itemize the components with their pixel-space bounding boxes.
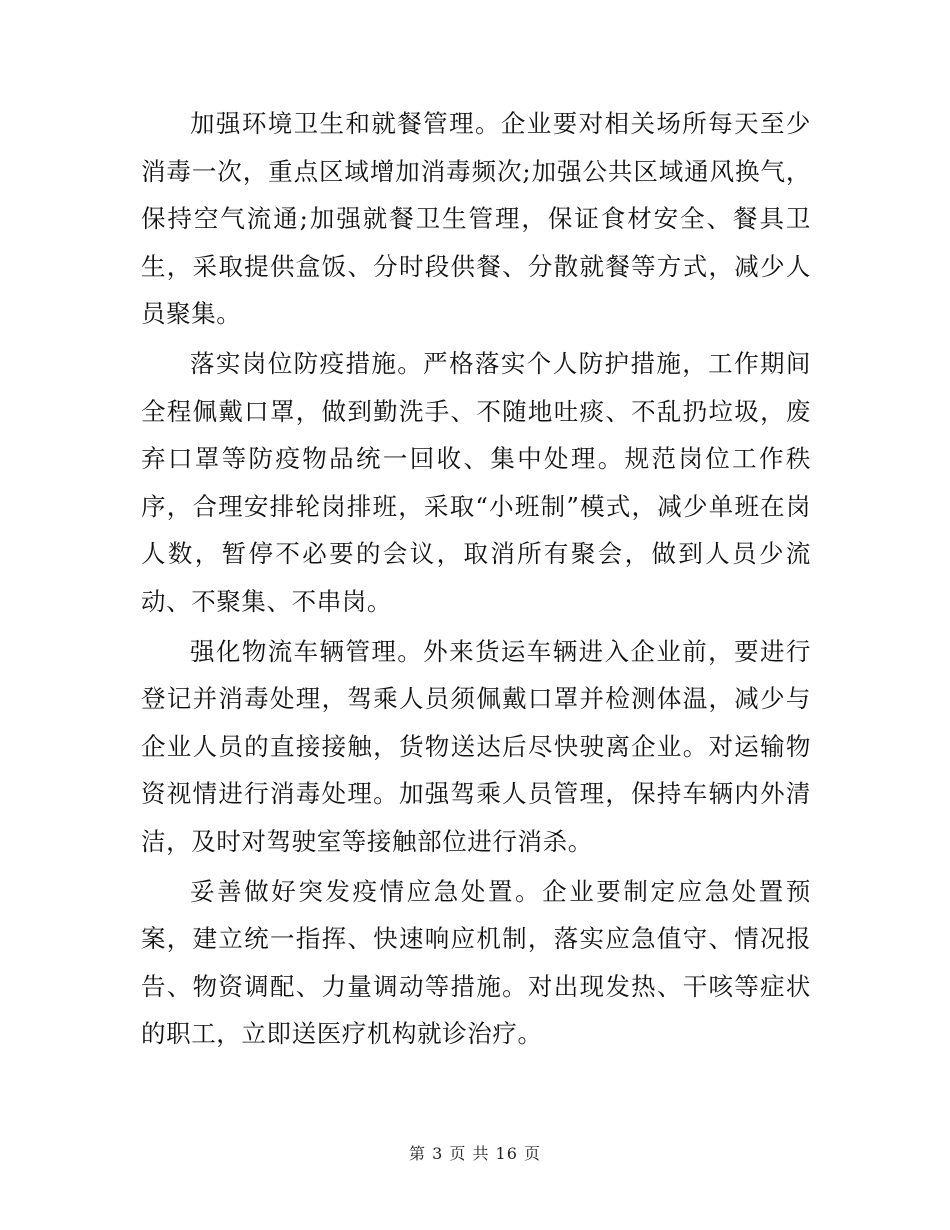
paragraph-post-epidemic-measures: 落实岗位防疫措施。严格落实个人防护措施，工作期间全程佩戴口罩，做到勤洗手、不随地吐痰、不乱扔垃圾，废弃口罩等防疫物品统一回收、集中处理。规范岗位工作秩序，合理安排轮岗排班，采取“小班制”模式，减少单班在岗人数，暂停不必要的会议，取消所有聚会，做到人员少流动、不聚集、不串岗。 [141, 348, 811, 616]
document-body [141, 100, 811, 1060]
paragraph-logistics-vehicles: 强化物流车辆管理。外来货运车辆进入企业前，要进行登记并消毒处理，驾乘人员须佩戴口罩并检测体温，减少与企业人员的直接接触，货物送达后尽快驶离企业。对运输物资视情进行消毒处理。加强驾乘人员管理，保持车辆内外清洁，及时对驾驶室等接触部位进行消杀。 [141, 636, 811, 856]
paragraph-environment-hygiene: 加强环境卫生和就餐管理。企业要对相关场所每天至少消毒一次，重点区域增加消毒频次;加强公共区域通风换气，保持空气流通;加强就餐卫生管理，保证食材安全、餐具卫生，采取提供盒饭、分时段供餐、分散就餐等方式，减少人员聚集。 [141, 109, 811, 329]
paragraph-emergency-response: 妥善做好突发疫情应急处置。企业要制定应急处置预案，建立统一指挥、快速响应机制，落实应急值守、情况报告、物资调配、力量调动等措施。对出现发热、干咳等症状的职工，立即送医疗机构就诊治疗。 [141, 876, 811, 1049]
page-number-footer: 第 3 页 共 16 页 [409, 1144, 541, 1163]
